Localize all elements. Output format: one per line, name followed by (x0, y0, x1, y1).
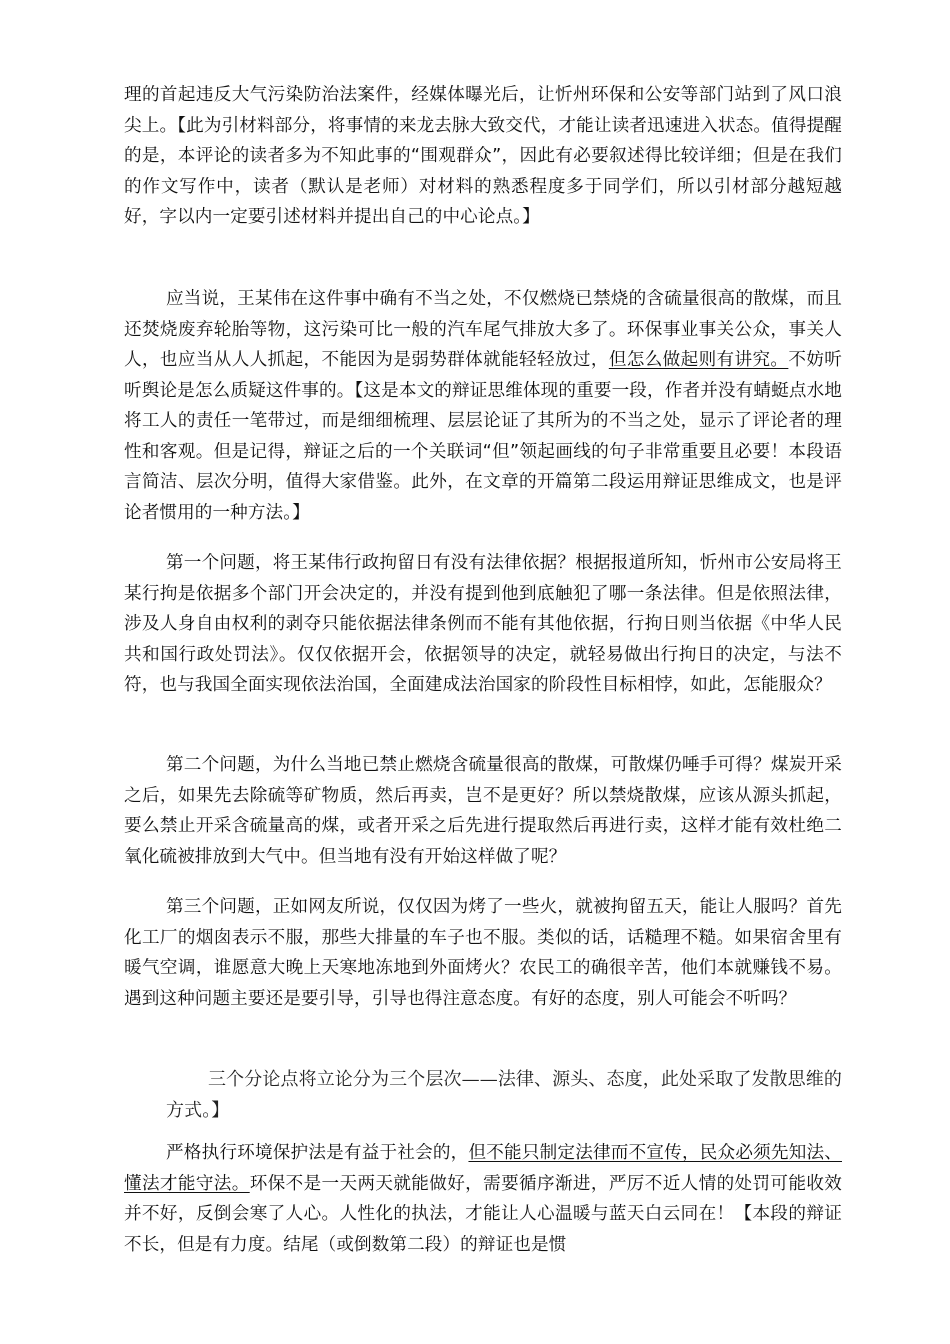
paragraph-text: 第二个问题，为什么当地已禁止燃烧含硫量很高的散煤，可散煤仍唾手可得？煤炭开采之后，如果先去除硫等矿物质，然后再卖，岂不是更好？所以禁烧散煤，应该从源头抓起，要么禁止开采含硫量高的煤，或者开采之后先进行提取然后再进行卖，这样才能有效杜绝二氧化硫被排放到大气中。但当地有没有开始这样做了呢？ (124, 755, 842, 867)
paragraph-conclusion (124, 1138, 842, 1260)
paragraph-intro-annotation (124, 80, 842, 233)
annotation-summary (166, 1064, 842, 1126)
paragraph-text: 环保不是一天两天就能做好，需要循序渐进，严厉不近人情的处罚可能收效并不好，反倒会寒了人心。人性化的执法，才能让人心温暖与蓝天白云同在！【本段的辩证不长，但是有力度。结尾（或倒数第二段）的辩证也是惯 (124, 1173, 842, 1255)
paragraph-dialectic (124, 284, 842, 528)
paragraph-text: 第一个问题，将王某伟行政拘留日有没有法律依据？根据报道所知，忻州市公安局将王某行拘是依据多个部门开会决定的，并没有提到他到底触犯了哪一条法律。但是依照法律，涉及人身自由权利的剥夺只能依据法律条例而不能有其他依据，行拘日则当依据《中华人民共和国行政处罚法》。仅仅依据开会，依据领导的决定，就轻易做出行拘日的决定，与法不符，也与我国全面实现依法治国，全面建成法治国家的阶段性目标相悖，如此，怎能服众？ (124, 553, 842, 695)
paragraph-text: 第三个问题，正如网友所说，仅仅因为烤了一些火，就被拘留五天，能让人服吗？首先化工厂的烟囱表示不服，那些大排量的车子也不服。类似的话，话糙理不糙。如果宿舍里有暖气空调，谁愿意大晚上天寒地冻地到外面烤火？农民工的确很辛苦，他们本就赚钱不易。遇到这种问题主要还是要引导，引导也得注意态度。有好的态度，别人可能会不听吗？ (124, 897, 842, 1009)
paragraph-text: 理的首起违反大气污染防治法案件，经媒体曝光后，让忻州环保和公安等部门站到了风口浪尖上。【此为引材料部分，将事情的来龙去脉大致交代，才能让读者迅速进入状态。值得提醒的是，本评论的读者多为不知此事的“围观群众”，因此有必要叙述得比较详细；但是在我们的作文写作中，读者（默认是老师）对材料的熟悉程度多于同学们，所以引材部分越短越好，字以内一定要引述材料并提出自己的中心论点。】 (124, 85, 842, 227)
underlined-key-sentence: 但不能只制定法律而不宣传，民众必须先知法、懂法才能守法。 (124, 1143, 842, 1194)
paragraph-question-three (124, 892, 842, 1014)
paragraph-text: 三个分论点将立论分为三个层次——法律、源头、态度，此处采取了发散思维的方式。】 (166, 1069, 842, 1121)
paragraph-question-two (124, 750, 842, 872)
paragraph-text: 严格执行环境保护法是有益于社会的， (166, 1143, 469, 1163)
paragraph-question-one (124, 548, 842, 701)
paragraph-text: 应当说，王某伟在这件事中确有不当之处，不仅燃烧已禁烧的含硫量很高的散煤，而且还焚烧废弃轮胎等物，这污染可比一般的汽车尾气排放大多了。环保事业事关公众，事关人人，也应当从人人抓起，不能因为是弱势群体就能轻轻放过， (124, 289, 842, 370)
paragraph-text: 不妨听听舆论是怎么质疑这件事的。【这是本文的辩证思维体现的重要一段，作者并没有蜻蜓点水地将工人的责任一笔带过，而是细细梳理、层层论证了其所为的不当之处，显示了评论者的理性和客观。但是记得，辩证之后的一个关联词“但”领起画线的句子非常重要且必要！本段语言简洁、层次分明，值得大家借鉴。此外，在文章的开篇第二段运用辩证思维成文，也是评论者惯用的一种方法。】 (124, 350, 842, 523)
underlined-key-sentence: 但怎么做起则有讲究。 (608, 350, 789, 370)
